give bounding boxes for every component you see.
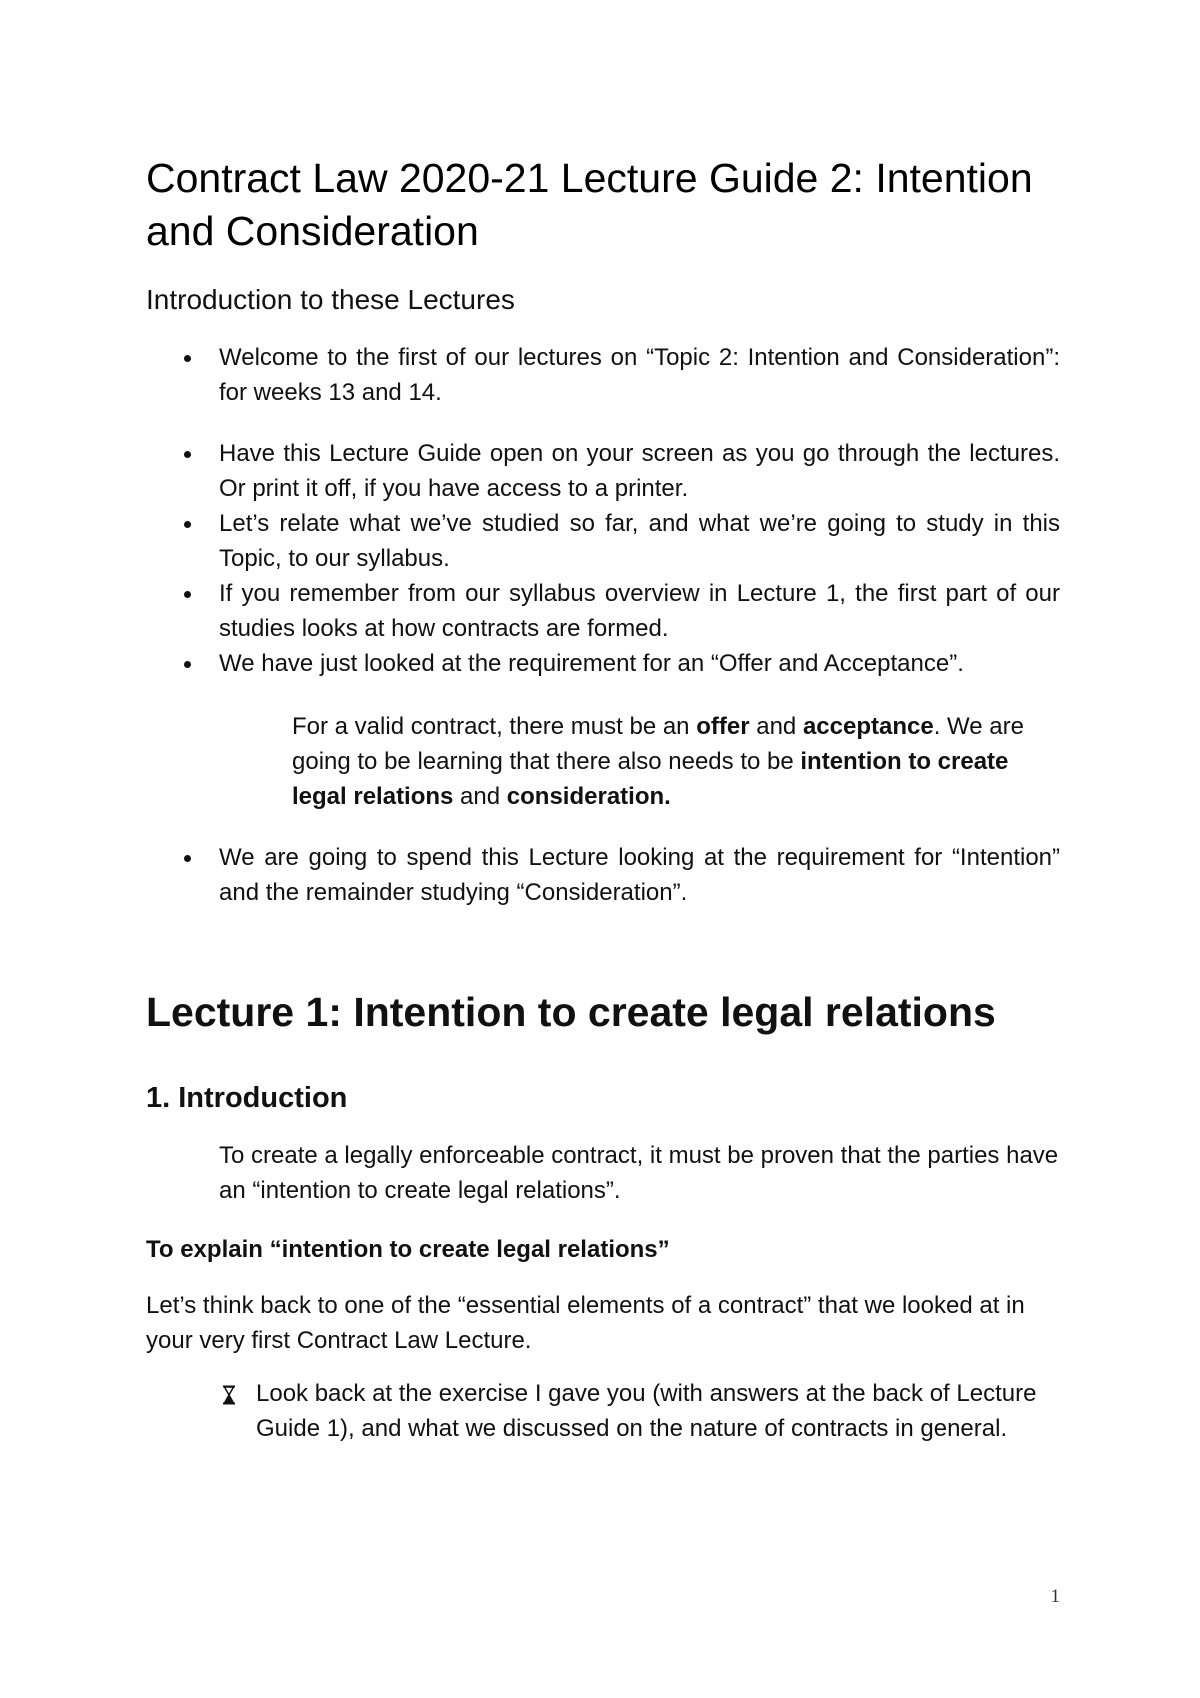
bullet-icon — [184, 355, 191, 362]
section-heading: 1. Introduction — [146, 1082, 348, 1114]
lecture-title: Lecture 1: Intention to create legal relations — [146, 989, 996, 1035]
closing-bullet-list — [146, 840, 1060, 910]
exercise-item — [219, 1376, 1060, 1446]
intro-heading: Introduction to these Lectures — [146, 284, 515, 315]
bullet-text: We have just looked at the requirement for an “Offer and Acceptance”. — [219, 650, 964, 677]
body-paragraph: Let’s think back to one of the “essential elements of a contract” that we looked at in your very first Contract Law Lecture. — [146, 1292, 1025, 1354]
bullet-item — [146, 436, 1060, 506]
bullet-item — [146, 840, 1060, 910]
key-requirement-note — [292, 709, 1060, 814]
bullet-icon — [184, 591, 191, 598]
bullet-item — [146, 646, 1060, 681]
bullet-item — [146, 576, 1060, 646]
note-emphasis: offer — [696, 713, 750, 740]
bullet-icon — [184, 451, 191, 458]
subsection-heading: To explain “intention to create legal relations” — [146, 1236, 670, 1263]
hourglass-icon — [221, 1385, 237, 1405]
bullet-text: Welcome to the first of our lectures on “Topic 2: Intention and Consideration”: for weeks 13 and 14. — [219, 344, 1060, 406]
note-text: and — [749, 713, 803, 740]
bullet-icon — [184, 521, 191, 528]
bullet-item — [146, 340, 1060, 410]
page-title: Contract Law 2020-21 Lecture Guide 2: Intention and Consideration — [146, 155, 1033, 254]
note-emphasis: acceptance — [802, 713, 934, 740]
note-text: For a valid contract, there must be an — [292, 713, 697, 740]
note-emphasis: intention to create legal relations — [292, 748, 1009, 810]
bullet-text: If you remember from our syllabus overview in Lecture 1, the first part of our studies looks at how contracts are formed. — [219, 580, 1060, 642]
bullet-item — [146, 506, 1060, 576]
section-paragraph: To create a legally enforceable contract, it must be proven that the parties have an “intention to create legal relations”. — [219, 1142, 1059, 1204]
bullet-text: Have this Lecture Guide open on your screen as you go through the lectures. Or print it off, if you have access to a printer. — [219, 440, 1060, 502]
page-number: 1 — [1050, 1586, 1060, 1607]
note-text: . We are going to be learning that there also needs to be — [292, 713, 1024, 775]
bullet-icon — [184, 855, 191, 862]
exercise-text: Look back at the exercise I gave you (with answers at the back of Lecture Guide 1), and what we discussed on the nature of contracts in general. — [256, 1380, 1037, 1442]
intro-bullet-list — [146, 340, 1060, 681]
note-text: and — [453, 783, 507, 810]
bullet-icon — [184, 661, 191, 668]
bullet-text: We are going to spend this Lecture looking at the requirement for “Intention” and the remainder studying “Consideration”. — [219, 844, 1060, 906]
bullet-text: Let’s relate what we’ve studied so far, and what we’re going to study in this Topic, to our syllabus. — [219, 510, 1060, 572]
note-emphasis: consideration. — [506, 783, 671, 810]
